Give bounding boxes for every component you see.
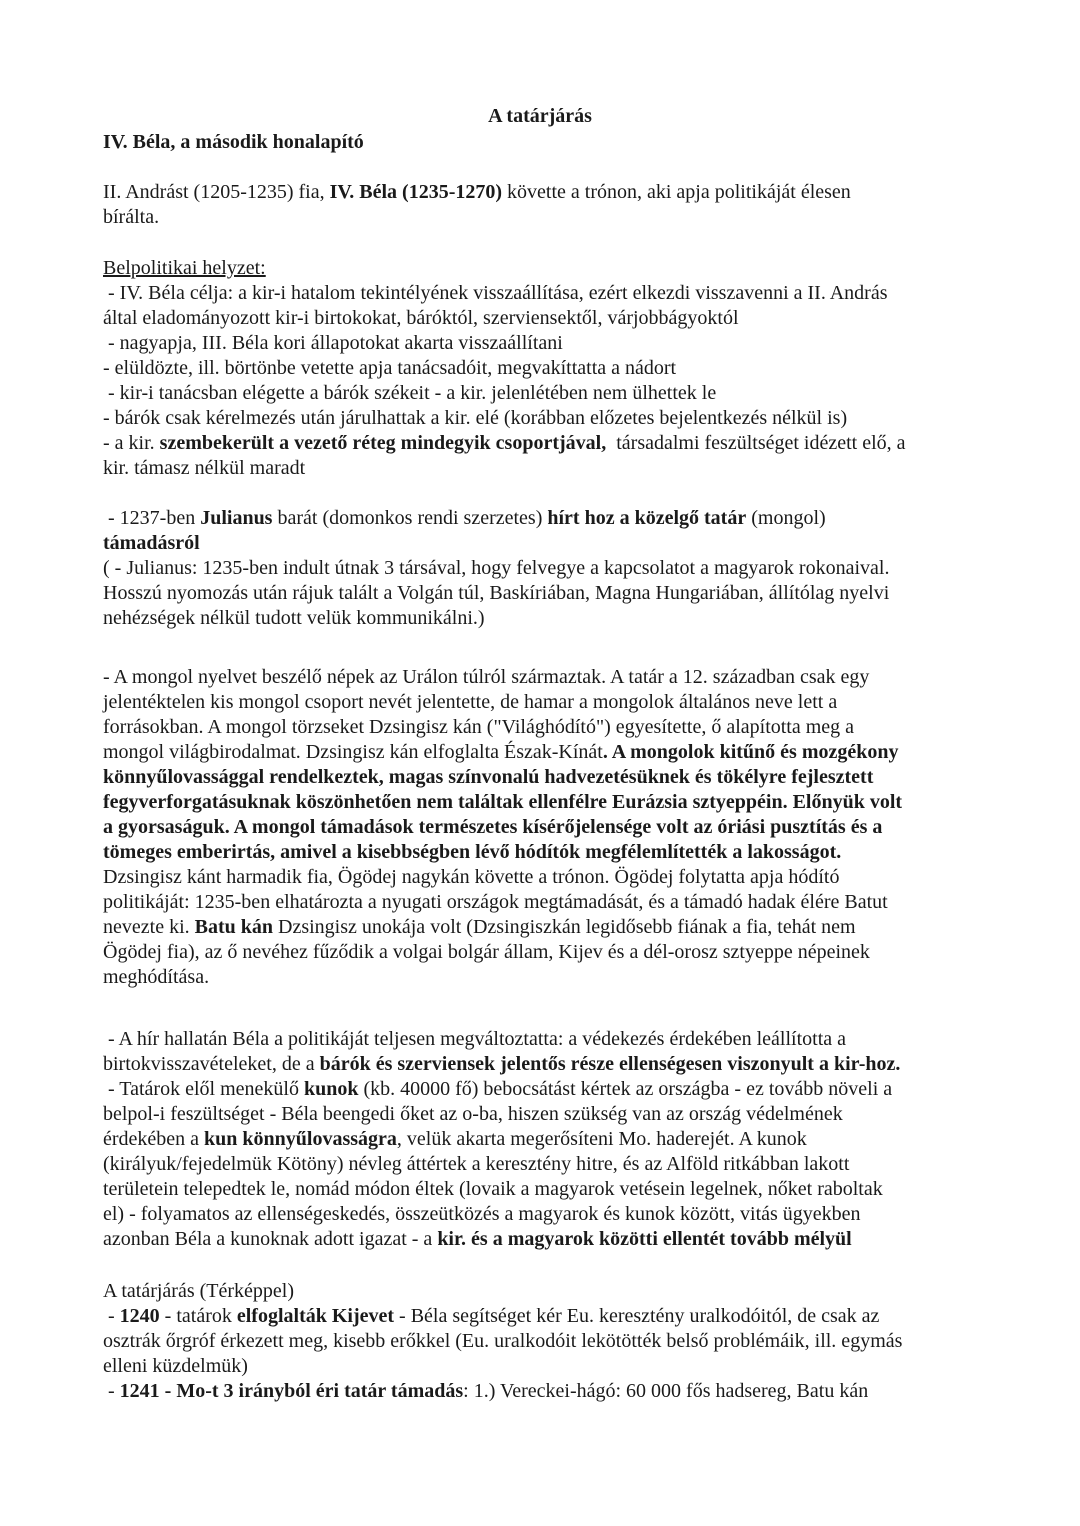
bold-text: a gyorsaságuk. A mongol támadások természetes kísérőjelensége volt az óriási pusztítás és a [103, 816, 883, 838]
text-line [103, 356, 988, 381]
bold-text: könnyűlovassággal rendelkeztek, magas színvonalú hadvezetésüknek és tökélyre fejlesztett [103, 766, 874, 788]
text-run: nevezte ki. [103, 916, 195, 938]
text-run: által eladományozott kir-i birtokokat, báróktól, szerviensektől, várjobbágyoktól [103, 307, 739, 329]
text-run: - kir-i tanácsban elégette a bárók székeit - a kir. jelenlétében nem ülhettek le [103, 382, 717, 404]
bold-text: 1241 - Mo-t 3 irányból éri tatár támadás [119, 1380, 464, 1402]
text-line [103, 431, 988, 456]
paragraph-mongols [103, 665, 988, 990]
text-line [103, 1052, 988, 1077]
text-line [103, 581, 988, 606]
text-run: - bárók csak kérelmezés után járulhattak a kir. elé (korábban előzetes bejelentkezés nélkül is) [103, 407, 848, 429]
text-run: meghódítása. [103, 966, 210, 988]
text-line [103, 1152, 988, 1177]
text-run: - nagyapja, III. Béla kori állapotokat akarta visszaállítani [103, 332, 563, 354]
text-line [103, 940, 988, 965]
text-run: barát (domonkos rendi szerzetes) [272, 507, 548, 529]
text-run: politikáját: 1235-ben elhatározta a nyugati országok megtámadását, és a támadó hadak élére Batut [103, 891, 888, 913]
text-run: területein telepedtek le, nomád módon éltek (lovaik a magyarok vetésein legelnek, nőket raboltak [103, 1178, 883, 1200]
text-run: jelentéktelen kis mongol csoport nevét jelentette, de hamar a mongolok általános neve lett a [103, 691, 838, 713]
bold-text: kun könnyűlovasságra [204, 1128, 397, 1150]
text-run: Hosszú nyomozás után rájuk talált a Volgán túl, Baskíriában, Magna Hungariában, állítólag nyelvi [103, 582, 890, 604]
text-line [103, 790, 988, 815]
text-line [103, 1202, 988, 1227]
text-run: forrásokban. A mongol törzseket Dzsingisz kán ("Világhódító") egyesítette, ő alapította meg a [103, 716, 855, 738]
bold-text: 1240 [119, 1305, 160, 1327]
text-run: - [103, 1305, 120, 1327]
text-run: társadalmi feszültséget idézett elő, a [606, 432, 906, 454]
paragraph-invasion [103, 1279, 988, 1404]
text-run: érdekében a [103, 1128, 205, 1150]
text-line [103, 865, 988, 890]
text-line [103, 1227, 988, 1252]
text-run: II. Andrást (1205-1235) fia, [103, 181, 330, 203]
text-run: - IV. Béla célja: a kir-i hatalom tekintélyének visszaállítása, ezért elkezdi visszavenni a II. András [103, 282, 888, 304]
text-run: Belpolitikai helyzet: [103, 257, 266, 279]
text-run: azonban Béla a kunoknak adott igazat - a [103, 1228, 438, 1250]
bold-text: Julianus [200, 507, 273, 529]
text-line [103, 606, 988, 631]
text-run: Dzsingisz kánt harmadik fia, Ögödej nagykán követte a trónon. Ögödej folytatta apja hódító [103, 866, 840, 888]
text-run: - A hír hallatán Béla a politikáját teljesen megváltoztatta: a védekezés érdekében leállította a [103, 1028, 847, 1050]
text-line [103, 1027, 988, 1052]
text-line [103, 815, 988, 840]
paragraph-domestic-policy [103, 256, 988, 481]
text-run: el) - folyamatos az ellenségeskedés, összeütközés a magyarok és kunok között, vitás ügyekben [103, 1203, 861, 1225]
text-run: - A mongol nyelvet beszélő népek az Urálon túlról származtak. A tatár a 12. században csak egy [103, 666, 870, 688]
text-line [103, 381, 988, 406]
text-line [103, 890, 988, 915]
text-run: Dzsingisz unokája volt (Dzsingiszkán legidősebb fiának a fia, tehát nem [273, 916, 856, 938]
text-line [103, 1354, 988, 1379]
text-line [103, 256, 988, 281]
text-line [103, 1177, 988, 1202]
text-line [103, 531, 988, 556]
text-run: - 1237-ben [103, 507, 201, 529]
text-run: mongol világbirodalmat. Dzsingisz kán elfoglalta Észak-Kínát [103, 741, 603, 763]
text-run: nehézségek nélkül tudott velük kommunikálni.) [103, 607, 485, 629]
bold-text: fegyverforgatásuknak köszönhetően nem találtak ellenfélre Eurázsia sztyeppéin. Előnyük volt [103, 791, 903, 813]
text-line [103, 506, 988, 531]
text-run: - tatárok [159, 1305, 237, 1327]
text-line [103, 740, 988, 765]
text-run: követte a trónon, aki apja politikáját élesen [502, 181, 851, 203]
text-run: - Béla segítséget kér Eu. keresztény uralkodóitól, de csak az [394, 1305, 880, 1327]
text-line [103, 1102, 988, 1127]
text-line [103, 331, 988, 356]
text-line [103, 1379, 988, 1404]
text-line [103, 665, 988, 690]
text-line [103, 306, 988, 331]
text-run: A tatárjárás (Térképpel) [103, 1280, 295, 1302]
paragraph-cumans [103, 1027, 988, 1252]
bold-text: kir. és a magyarok közötti ellentét tovább mélyül [437, 1228, 852, 1250]
document-title: A tatárjárás [488, 105, 592, 127]
text-line [103, 456, 988, 481]
text-run: belpol-i feszültséget - Béla beengedi őket az o-ba, hiszen szükség van az ország védelmének [103, 1103, 843, 1125]
text-line [103, 765, 988, 790]
text-line [103, 915, 988, 940]
text-run: - a kir. [103, 432, 160, 454]
text-line [103, 965, 988, 990]
bold-text: elfoglalták Kijevet [236, 1305, 395, 1327]
text-run: kir. támasz nélkül maradt [103, 457, 306, 479]
bold-text: tömeges emberirtás, amivel a kisebbségben lévő hódítók megfélemlítették a lakosságot. [103, 841, 842, 863]
text-line [103, 715, 988, 740]
text-run: elleni küzdelmük) [103, 1355, 248, 1377]
bold-text: Batu kán [194, 916, 273, 938]
bold-text: támadásról [103, 532, 200, 554]
text-run: : 1.) Vereckei-hágó: 60 000 fős hadsereg, Batu kán [463, 1380, 869, 1402]
text-run: - Tatárok elől menekülő [103, 1078, 304, 1100]
section-heading: IV. Béla, a második honalapító [103, 131, 364, 153]
bold-text: szembekerült a vezető réteg mindegyik csoportjával, [159, 432, 607, 454]
text-run: - [103, 1380, 120, 1402]
text-run: (mongol) [746, 507, 826, 529]
text-run: , velük akarta megerősíteni Mo. haderejét. A kunok [396, 1128, 807, 1150]
text-run: (kb. 40000 fő) bebocsátást kértek az országba - ez tovább növeli a [358, 1078, 893, 1100]
text-run: (királyuk/fejedelmük Kötöny) névleg áttértek a keresztény hitre, és az Alföld ritkábban lakott [103, 1153, 850, 1175]
text-run: Ögödej fia), az ő nevéhez fűződik a volgai bolgár állam, Kijev és a dél-orosz sztyeppe népeinek [103, 941, 870, 963]
bold-text: hírt hoz a közelgő tatár [547, 507, 747, 529]
text-line [103, 281, 988, 306]
bold-text: . A mongolok kitűnő és mozgékony [602, 741, 899, 763]
text-run: bírálta. [103, 206, 160, 228]
text-run: osztrák őrgróf érkezett meg, kisebb erőkkel (Eu. uralkodóit lekötötték belső problémáik, ill. egymás [103, 1330, 903, 1352]
text-line [103, 1127, 988, 1152]
text-line [103, 205, 988, 230]
text-line [103, 690, 988, 715]
text-run: birtokvisszavételeket, de a [103, 1053, 320, 1075]
text-line [103, 406, 988, 431]
text-run: ( - Julianus: 1235-ben indult útnak 3 társával, hogy felvegye a kapcsolatot a magyarok rokonaival. [103, 557, 890, 579]
text-run: - elüldözte, ill. börtönbe vetette apja tanácsadóit, megvakíttatta a nádort [103, 357, 677, 379]
text-line [103, 1077, 988, 1102]
bold-text: bárók és szerviensek jelentős része ellenségesen viszonyult a kir-hoz. [319, 1053, 901, 1075]
bold-text: IV. Béla (1235-1270) [329, 181, 503, 203]
bold-text: kunok [303, 1078, 359, 1100]
paragraph-intro [103, 180, 988, 230]
text-line [103, 840, 988, 865]
paragraph-julianus [103, 506, 988, 631]
text-line [103, 556, 988, 581]
text-line [103, 1304, 988, 1329]
text-line [103, 1279, 988, 1304]
text-line [103, 1329, 988, 1354]
text-line [103, 180, 988, 205]
